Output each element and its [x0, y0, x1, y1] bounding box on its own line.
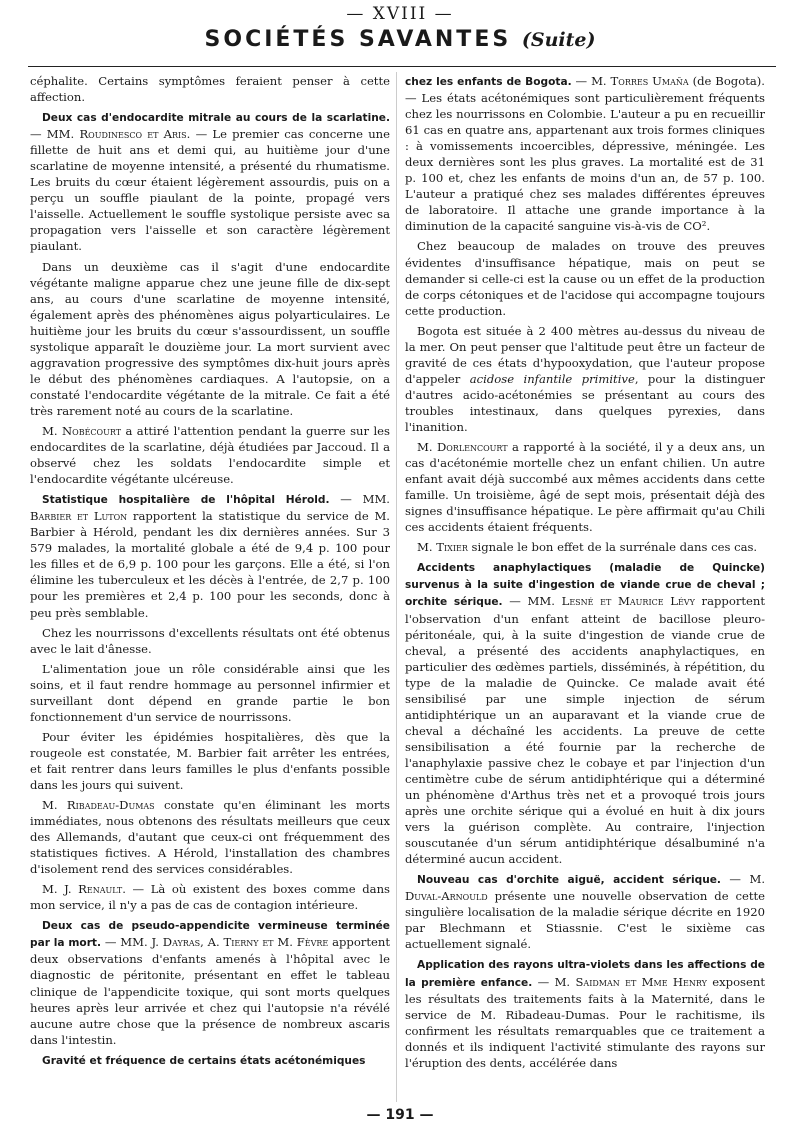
- article-title: Application des rayons ultra-violets dans les affections de la première enfance.: [405, 959, 765, 989]
- section-title-text: SOCIÉTÉS SAVANTES: [204, 27, 512, 52]
- paragraph: Deux cas d'endocardite mitrale au cours de la scarlatine. — MM. Roudinesco et Aris. — Le premier cas concerne une fillette de huit ans et demi qui, au huitième jour d'une scarlatine de moyenne intensité, a présenté du rhumatisme. Les bruits du cœur étaient légèrement assourdis, puis on a perçu un souffle piaulant de la pointe, propagé vers l'aisselle. Actuellement le souffle systolique persiste avec sa propagation vers l'aisselle et son caractère légèrement piaulant.: [30, 112, 390, 254]
- paragraph: M. Tixier signale le bon effet de la surrénale dans ces cas.: [417, 540, 758, 555]
- section-title-suffix: (Suite): [521, 29, 596, 51]
- paragraph: Nouveau cas d'orchite aiguë, accident sérique. — M. Duval-Arnould présente une nouvelle observation de cette singulière localisation de la maladie sérique décrite en 1920 par Blechmann et Stiassnie. C'est le sixième cas actuellement signalé.: [405, 872, 765, 952]
- section-title: [0, 27, 800, 52]
- right-column: [405, 73, 765, 1103]
- page-number: — 191 —: [366, 1107, 434, 1123]
- header-rule: [28, 66, 776, 67]
- author-names: Dorlencourt: [436, 440, 508, 455]
- article-title: Nouveau cas d'orchite aiguë, accident sérique.: [417, 874, 721, 887]
- page-roman-numeral: — XVIII —: [346, 4, 454, 24]
- article-title: Deux cas d'endocardite mitrale au cours de la scarlatine.: [42, 112, 390, 125]
- paragraph: Accidents anaphylactiques (maladie de Quincke) survenus à la suite d'ingestion de viande crue de cheval ; orchite sérique. — MM. Lesné et Maurice Lévy rapportent l'observation d'un enfant atteint de bacillose pleuro-péritonéale, qui, à la suite d'ingestion de viande crue de cheval, a présenté des accidents anaphylactiques, en particulier des œdèmes partiels, disséminés, à répétition, du type de la maladie de Quincke. Ce malade avait été sensibilisé par une simple injection de sérum antidiphtérique un an auparavant et la viande crue de cheval a déchaîné les accidents. La preuve de cette sensibilisation a été fournie par la recherche de l'anaphylaxie passive chez le cobaye et par l'injection d'un centimètre cube de sérum antidiphtérique qui a déterminé un phénomène d'Arthus très net et a provoqué trois jours après une orchite sérique qui a évolué en huit à dix jours vers la guérison complète. Au contraire, l'injection souscutanée d'un sérum antidiphtérique désalbuminé n'a déterminé aucun accident.: [405, 562, 765, 867]
- author-names: Saidman et Mme Henry: [575, 974, 707, 989]
- author-names: Torres Umaña: [610, 74, 689, 88]
- paragraph: M. J. Renault. — Là où existent des boxes comme dans mon service, il n'y a pas de cas de contagion intérieure.: [30, 882, 390, 913]
- author-names: Duval-Arnould: [405, 889, 488, 904]
- article-title: Gravité et fréquence de certains états acétonémiques: [42, 1054, 366, 1067]
- author-names: Roudinesco et Aris.: [79, 127, 191, 142]
- paragraph: Deux cas de pseudo-appendicite vermineuse terminée par la mort. — MM. J. Dayras, A. Tierny et M. Fèvre apportent deux observations d'enfants amenés à l'hôpital avec le diagnostic de péritonite, présentant en effet le tableau clinique de l'appendicite toxique, qui sont morts quelques heures après leur arrivée et chez qui l'autopsie n'a révélé aucune autre chose que la présence de nombreux ascaris dans l'intestin.: [30, 920, 390, 1047]
- left-column: [30, 73, 390, 1103]
- paragraph: Chez beaucoup de malades on trouve des preuves évidentes d'insuffisance hépatique, mais on peut se demander si celle-ci est la cause ou un effet de la production de corps cétoniques et de l'acidose qui accompagne toujours cette production.: [405, 239, 765, 318]
- paragraph: céphalite. Certains symptômes feraient penser à cette affection.: [30, 74, 390, 105]
- column-divider: [396, 72, 397, 1102]
- paragraph: [30, 1052, 390, 1069]
- paragraph: Dans un deuxième cas il s'agit d'une endocardite végétante maligne apparue chez une jeune fille de dix-sept ans, au cours d'une scarlatine de moyenne intensité, également après des phénomènes aigus polyarticulaires. Le huitième jour les bruits du cœur s'assourdissent, un souffle systolique apparaît le douzième jour. La mort survient avec aggravation progressive des symptômes dix-huit jours après le début des phénomènes cardiaques. A l'autopsie, on a constaté l'endocardite végétante de la mitrale. Ce fait a été très rarement noté au cours de la scarlatine.: [30, 259, 390, 418]
- author-names: Barbier et Luton: [30, 509, 128, 524]
- emphasis: acidose infantile primitive: [469, 371, 635, 386]
- paragraph: M. Dorlencourt a rapporté à la société, il y a deux ans, un cas d'acétonémie mortelle chez un enfant chilien. Un autre enfant avait déjà succombé aux mêmes accidents dans cette famille. Un troisième, âgé de sept mois, présentait déjà des signes d'insuffisance hépatique. Le père affirmait qu'au Chili ces accidents étaient fréquents.: [405, 440, 765, 535]
- paragraph: M. Nobécourt a attiré l'attention pendant la guerre sur les endocardites de la scarlatine, déjà étudiées par Jaccoud. Il a observé chez les soldats l'endocardite simple et l'endocardite végétante ulcéreuse.: [30, 423, 390, 487]
- author-names: Lesné et Maurice Lévy: [561, 594, 695, 609]
- paragraph: Application des rayons ultra-violets dans les affections de la première enfance. — M. Saidman et Mme Henry exposent les résultats des traitements faits à la Maternité, dans le service de M. Ribadeau-Dumas. Pour le rachitisme, ils confirment les résultats remarquables que ce traitement a donnés et ils indiquent l'activité stimulante des rayons sur l'éruption des dents, accélérée dans: [405, 959, 765, 1070]
- paragraph: Bogota est située à 2 400 mètres au-dessus du niveau de la mer. On peut penser que l'altitude peut être un facteur de gravité de ces états d'hypooxydation, que l'auteur propose d'appeler acidose infantile primitive, pour la distinguer d'autres acido-acétonémies se présentant au cours des troubles intestinaux, dans quelques pyrexies, dans l'inanition.: [405, 323, 765, 434]
- author-names: Tixier: [436, 540, 468, 555]
- paragraph: Pour éviter les épidémies hospitalières, dès que la rougeole est constatée, M. Barbier fait arrêter les entrées, et fait rentrer dans leurs familles le plus d'enfants possible dans les jours qui suivent.: [30, 729, 390, 792]
- article-title: Accidents anaphylactiques (maladie de Quincke) survenus à la suite d'ingestion de viande crue de cheval ; orchite sérique.: [405, 562, 765, 609]
- author-names: Nobécourt: [61, 423, 122, 438]
- article-title: chez les enfants de Bogota.: [405, 76, 572, 88]
- author-names: Dayras, A. Tierny et M. Fèvre: [162, 935, 329, 950]
- paragraph: chez les enfants de Bogota. — M. Torres Umaña (de Bogota). — Les états acétonémiques sont particulièrement fréquents chez les nourrissons en Colombie. L'auteur a pu en recueillir 61 cas en quatre ans, appartenant aux trois formes cliniques : à vomissements incoercibles, dépressive, méningée. Les deux dernières sont les plus graves. La mortalité est de 31 p. 100 et, chez les enfants de moins d'un an, de 57 p. 100. L'auteur a pratiqué chez ses malades différentes épreuves de laboratoire. Il attache une grande importance à la diminution de la capacité sanguine vis-à-vis de CO².: [405, 74, 765, 234]
- paragraph: L'alimentation joue un rôle considérable ainsi que les soins, et il faut rendre hommage au personnel infirmier et surveillant dont dépend en grande partie le bon fonctionnement d'un service de nourrissons.: [30, 661, 390, 724]
- article-title: Deux cas de pseudo-appendicite vermineuse terminée par la mort.: [30, 920, 390, 950]
- paragraph: Chez les nourrissons d'excellents résultats ont été obtenus avec le lait d'ânesse.: [30, 625, 390, 656]
- author-names: Ribadeau-Dumas: [66, 798, 155, 813]
- author-names: Renault.: [78, 882, 126, 897]
- article-title: Statistique hospitalière de l'hôpital Hérold.: [42, 494, 330, 507]
- paragraph: M. Ribadeau-Dumas constate qu'en éliminant les morts immédiates, nous obtenons des résultats meilleurs que ceux des Allemands, d'autant que ceux-ci ont fréquemment des statistiques fictives. A Hérold, l'installation des chambres d'isolement rend des services considérables.: [30, 798, 390, 877]
- paragraph: Statistique hospitalière de l'hôpital Hérold. — MM. Barbier et Luton rapportent la statistique du service de M. Barbier à Hérold, pendant les dix dernières années. Sur 3 579 malades, la mortalité globale a été de 9,4 p. 100 pour les filles et de 6,9 p. 100 pour les garçons. Elle a été, si l'on élimine les tuberculeux et les décès à l'entrée, de 2,7 p. 100 pour les premières et 2,4 p. 100 pour les seconds, donc à peu près semblable.: [30, 492, 390, 620]
